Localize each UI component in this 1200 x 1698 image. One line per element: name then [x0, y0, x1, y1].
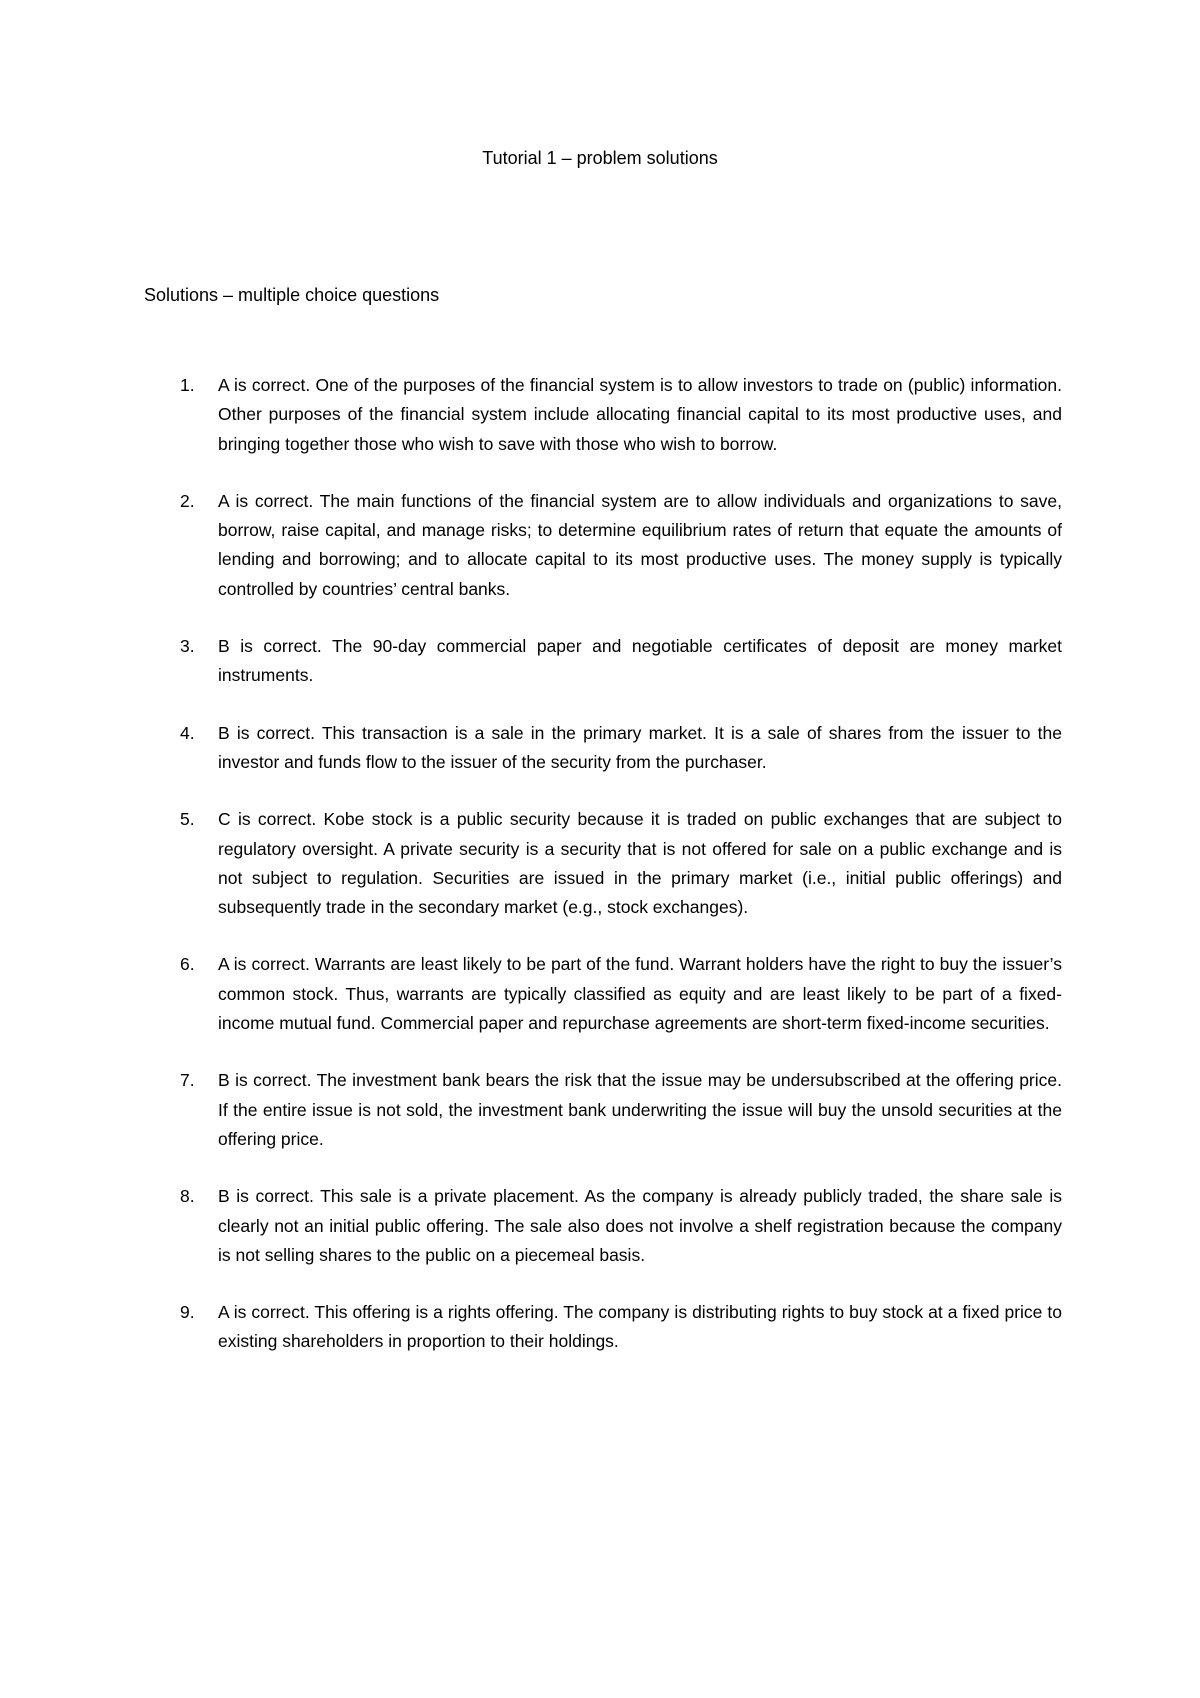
solution-item	[144, 1066, 1062, 1154]
solution-number: 4.	[180, 722, 195, 743]
section-heading: Solutions – multiple choice questions	[144, 285, 440, 305]
solution-text: C is correct. Kobe stock is a public security because it is traded on public exchanges that are subject to regulatory oversight. A private security is a security that is not offered for sale on a public exchange and is not subject to regulation. Securities are issued in the primary market (i.e., initial public offerings) and subsequently trade in the secondary market (e.g., stock exchanges).	[218, 809, 1062, 918]
solution-number: 9.	[180, 1302, 195, 1323]
solution-text: A is correct. One of the purposes of the financial system is to allow investors to trade on (public) information. Other purposes of the financial system include allocating financial capital to its most productive uses, and bringing together those who wish to save with those who wish to borrow.	[218, 375, 1062, 454]
solution-text: A is correct. The main functions of the financial system are to allow individuals and organizations to save, borrow, raise capital, and manage risks; to determine equilibrium rates of return that equate the amounts of lending and borrowing; and to allocate capital to its most productive uses. The money supply is typically controlled by countries’ central banks.	[218, 490, 1062, 599]
solution-item	[144, 1182, 1062, 1270]
solution-item	[144, 805, 1062, 922]
solution-item	[144, 1298, 1062, 1357]
solution-text: B is correct. This sale is a private placement. As the company is already publicly traded, the share sale is clearly not an initial public offering. The sale also does not involve a shelf registration because the company is not selling shares to the public on a piecemeal basis.	[218, 1186, 1062, 1265]
solution-text: B is correct. This transaction is a sale in the primary market. It is a sale of shares from the issuer to the investor and funds flow to the issuer of the security from the purchaser.	[218, 722, 1062, 772]
solution-number: 1.	[180, 375, 195, 395]
solution-number: 3.	[180, 636, 195, 657]
solution-text: A is correct. This offering is a rights offering. The company is distributing rights to buy stock at a fixed price to existing shareholders in proportion to their holdings.	[218, 1302, 1062, 1352]
solution-text: B is correct. The 90-day commercial paper and negotiable certificates of deposit are money market instruments.	[218, 636, 1062, 686]
solution-number: 8.	[180, 1186, 195, 1207]
document-title: Tutorial 1 – problem solutions	[482, 148, 718, 168]
solution-item	[144, 950, 1062, 1038]
solution-item	[144, 487, 1062, 604]
solution-number: 6.	[180, 954, 195, 975]
solution-item	[144, 371, 1062, 459]
solutions-list	[144, 371, 1062, 1385]
solution-number: 7.	[180, 1070, 195, 1091]
solution-text: B is correct. The investment bank bears the risk that the issue may be undersubscribed at the offering price. If the entire issue is not sold, the investment bank underwriting the issue will buy the unsold securities at the offering price.	[218, 1070, 1062, 1149]
solution-item	[144, 719, 1062, 778]
solution-number: 5.	[180, 809, 195, 830]
solution-number: 2.	[180, 490, 195, 511]
solution-text: A is correct. Warrants are least likely to be part of the fund. Warrant holders have the right to buy the issuer’s common stock. Thus, warrants are typically classified as equity and are least likely to be part of a fixed-income mutual fund. Commercial paper and repurchase agreements are short-term fixed-income securities.	[218, 954, 1062, 1034]
solution-item	[144, 632, 1062, 691]
